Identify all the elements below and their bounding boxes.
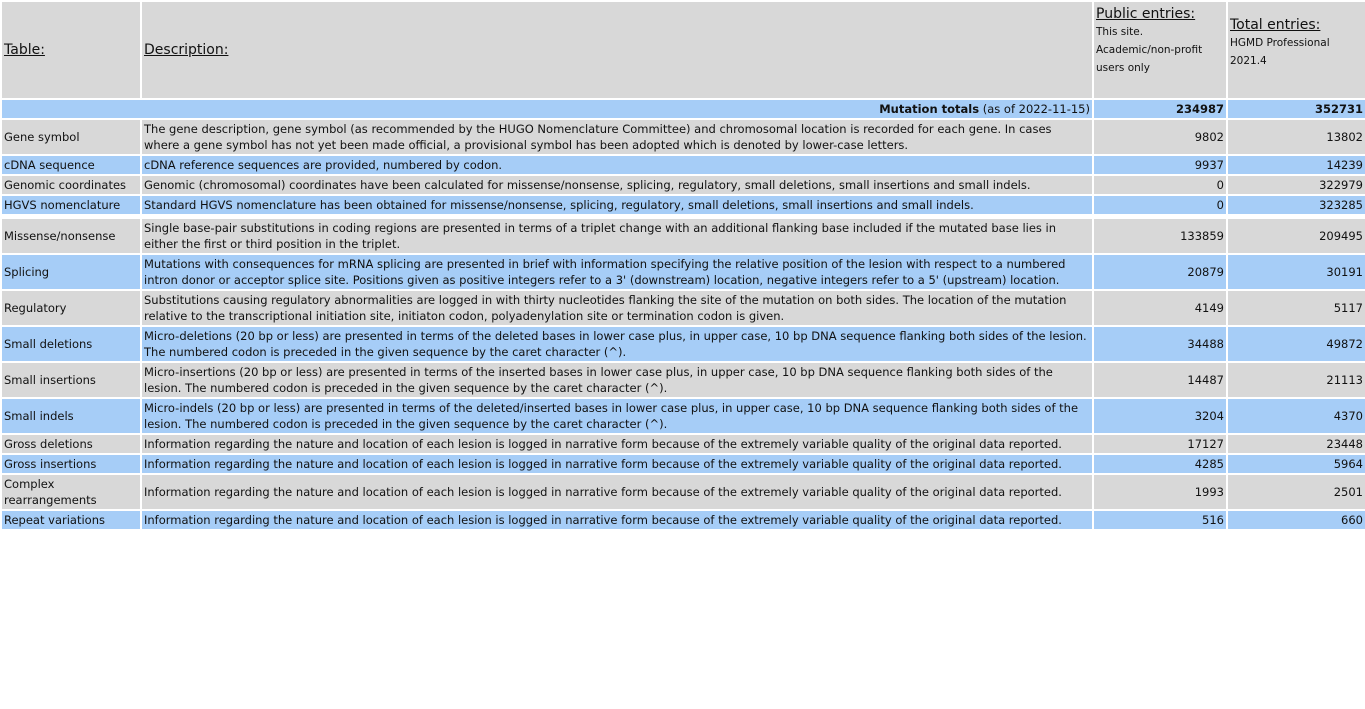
row-table-name: Small indels bbox=[2, 399, 140, 433]
row-public-entries: 9802 bbox=[1094, 120, 1226, 154]
row-public-entries: 34488 bbox=[1094, 327, 1226, 361]
row-table-name: Regulatory bbox=[2, 291, 140, 325]
row-table-name: Genomic coordinates bbox=[2, 176, 140, 194]
row-table-name: Gross insertions bbox=[2, 455, 140, 473]
row-table-name: Gross deletions bbox=[2, 435, 140, 453]
total-entries-title: Total entries: bbox=[1230, 17, 1321, 33]
total-entries-subtitle-2: 2021.4 bbox=[1230, 55, 1267, 67]
table-column-header: Table: bbox=[2, 2, 140, 98]
row-description: Information regarding the nature and location of each lesion is logged in narrative form because of the extremely variable quality of the original data reported. bbox=[142, 455, 1092, 473]
row-description: Information regarding the nature and location of each lesion is logged in narrative form because of the extremely variable quality of the original data reported. bbox=[142, 511, 1092, 529]
row-public-entries: 133859 bbox=[1094, 219, 1226, 253]
table-row bbox=[2, 511, 1365, 529]
row-table-name: Small deletions bbox=[2, 327, 140, 361]
table-row bbox=[2, 120, 1365, 154]
row-public-entries: 17127 bbox=[1094, 435, 1226, 453]
row-total-entries: 14239 bbox=[1228, 156, 1365, 174]
row-table-name: Gene symbol bbox=[2, 120, 140, 154]
row-public-entries: 3204 bbox=[1094, 399, 1226, 433]
row-total-entries: 49872 bbox=[1228, 327, 1365, 361]
row-total-entries: 23448 bbox=[1228, 435, 1365, 453]
row-total-entries: 13802 bbox=[1228, 120, 1365, 154]
row-description: Micro-indels (20 bp or less) are presented in terms of the deleted/inserted bases in lower case plus, in upper case, 10 bp DNA sequence flanking both sides of the lesion. The numbered codon is preceded in the given sequence by the caret character (^). bbox=[142, 399, 1092, 433]
row-description: Standard HGVS nomenclature has been obtained for missense/nonsense, splicing, regulatory, small deletions, small insertions and small indels. bbox=[142, 196, 1092, 214]
row-total-entries: 209495 bbox=[1228, 219, 1365, 253]
row-description: Micro-deletions (20 bp or less) are presented in terms of the deleted bases in lower case plus, in upper case, 10 bp DNA sequence flanking both sides of the lesion. The numbered codon is preceded in the given sequence by the caret character (^). bbox=[142, 327, 1092, 361]
row-description: Genomic (chromosomal) coordinates have been calculated for missense/nonsense, splicing, regulatory, small deletions, small insertions and small indels. bbox=[142, 176, 1092, 194]
row-table-name: HGVS nomenclature bbox=[2, 196, 140, 214]
mutation-totals-public: 234987 bbox=[1094, 100, 1226, 118]
row-total-entries: 660 bbox=[1228, 511, 1365, 529]
table-row bbox=[2, 455, 1365, 473]
table-row bbox=[2, 475, 1365, 509]
row-description: The gene description, gene symbol (as recommended by the HUGO Nomenclature Committee) and chromosomal location is recorded for each gene. In cases where a gene symbol has not yet been made official, a provisional symbol has been adopted which is denoted by lower-case letters. bbox=[142, 120, 1092, 154]
table-row bbox=[2, 196, 1365, 214]
row-description: Micro-insertions (20 bp or less) are presented in terms of the inserted bases in lower case plus, in upper case, 10 bp DNA sequence flanking both sides of the lesion. The numbered codon is preceded in the given sequence by the caret character (^). bbox=[142, 363, 1092, 397]
row-total-entries: 2501 bbox=[1228, 475, 1365, 509]
section-spacer-cell bbox=[2, 216, 1365, 217]
row-table-name: Missense/nonsense bbox=[2, 219, 140, 253]
row-public-entries: 4285 bbox=[1094, 455, 1226, 473]
row-table-name: Small insertions bbox=[2, 363, 140, 397]
row-public-entries: 516 bbox=[1094, 511, 1226, 529]
row-public-entries: 20879 bbox=[1094, 255, 1226, 289]
row-total-entries: 21113 bbox=[1228, 363, 1365, 397]
row-public-entries: 9937 bbox=[1094, 156, 1226, 174]
section-spacer bbox=[2, 216, 1365, 217]
row-table-name: Repeat variations bbox=[2, 511, 140, 529]
row-total-entries: 4370 bbox=[1228, 399, 1365, 433]
total-entries-column-header bbox=[1228, 2, 1365, 98]
row-table-name: Complex rearrangements bbox=[2, 475, 140, 509]
row-total-entries: 5117 bbox=[1228, 291, 1365, 325]
public-entries-subtitle-2: Academic/non-profit bbox=[1096, 44, 1203, 56]
row-description: Information regarding the nature and location of each lesion is logged in narrative form because of the extremely variable quality of the original data reported. bbox=[142, 475, 1092, 509]
row-total-entries: 5964 bbox=[1228, 455, 1365, 473]
table-row bbox=[2, 219, 1365, 253]
description-column-header: Description: bbox=[142, 2, 1092, 98]
row-total-entries: 323285 bbox=[1228, 196, 1365, 214]
public-entries-subtitle-1: This site. bbox=[1096, 26, 1144, 38]
row-table-name: cDNA sequence bbox=[2, 156, 140, 174]
row-public-entries: 1993 bbox=[1094, 475, 1226, 509]
row-description: Substitutions causing regulatory abnormalities are logged in with thirty nucleotides flanking the site of the mutation on both sides. The location of the mutation relative to the transcriptional initiation site, initiaton codon, polyadenylation site or termination codon is given. bbox=[142, 291, 1092, 325]
table-row bbox=[2, 363, 1365, 397]
row-total-entries: 30191 bbox=[1228, 255, 1365, 289]
public-entries-column-header bbox=[1094, 2, 1226, 98]
row-public-entries: 0 bbox=[1094, 196, 1226, 214]
row-description: cDNA reference sequences are provided, numbered by codon. bbox=[142, 156, 1092, 174]
table-row bbox=[2, 176, 1365, 194]
mutation-totals-label: Mutation totals (as of 2022-11-15) bbox=[2, 100, 1092, 118]
row-description: Mutations with consequences for mRNA splicing are presented in brief with information specifying the relative position of the lesion with respect to a numbered intron donor or acceptor splice site. Positions given as positive integers refer to a 3' (downstream) location, negative integers refer to a 5' (upstream) location. bbox=[142, 255, 1092, 289]
table-row bbox=[2, 399, 1365, 433]
row-description: Information regarding the nature and location of each lesion is logged in narrative form because of the extremely variable quality of the original data reported. bbox=[142, 435, 1092, 453]
row-description: Single base-pair substitutions in coding regions are presented in terms of a triplet change with an additional flanking base included if the mutated base lies in either the first or third position in the triplet. bbox=[142, 219, 1092, 253]
row-table-name: Splicing bbox=[2, 255, 140, 289]
table-row bbox=[2, 156, 1365, 174]
mutation-totals-row bbox=[2, 100, 1365, 118]
row-total-entries: 322979 bbox=[1228, 176, 1365, 194]
mutation-totals-total: 352731 bbox=[1228, 100, 1365, 118]
table-row bbox=[2, 327, 1365, 361]
row-public-entries: 14487 bbox=[1094, 363, 1226, 397]
total-entries-subtitle-1: HGMD Professional bbox=[1230, 37, 1330, 49]
table-row bbox=[2, 255, 1365, 289]
row-public-entries: 4149 bbox=[1094, 291, 1226, 325]
table-row bbox=[2, 291, 1365, 325]
public-entries-title: Public entries: bbox=[1096, 6, 1196, 22]
row-public-entries: 0 bbox=[1094, 176, 1226, 194]
table-row bbox=[2, 435, 1365, 453]
public-entries-subtitle-3: users only bbox=[1096, 62, 1150, 74]
header-row bbox=[2, 2, 1365, 98]
